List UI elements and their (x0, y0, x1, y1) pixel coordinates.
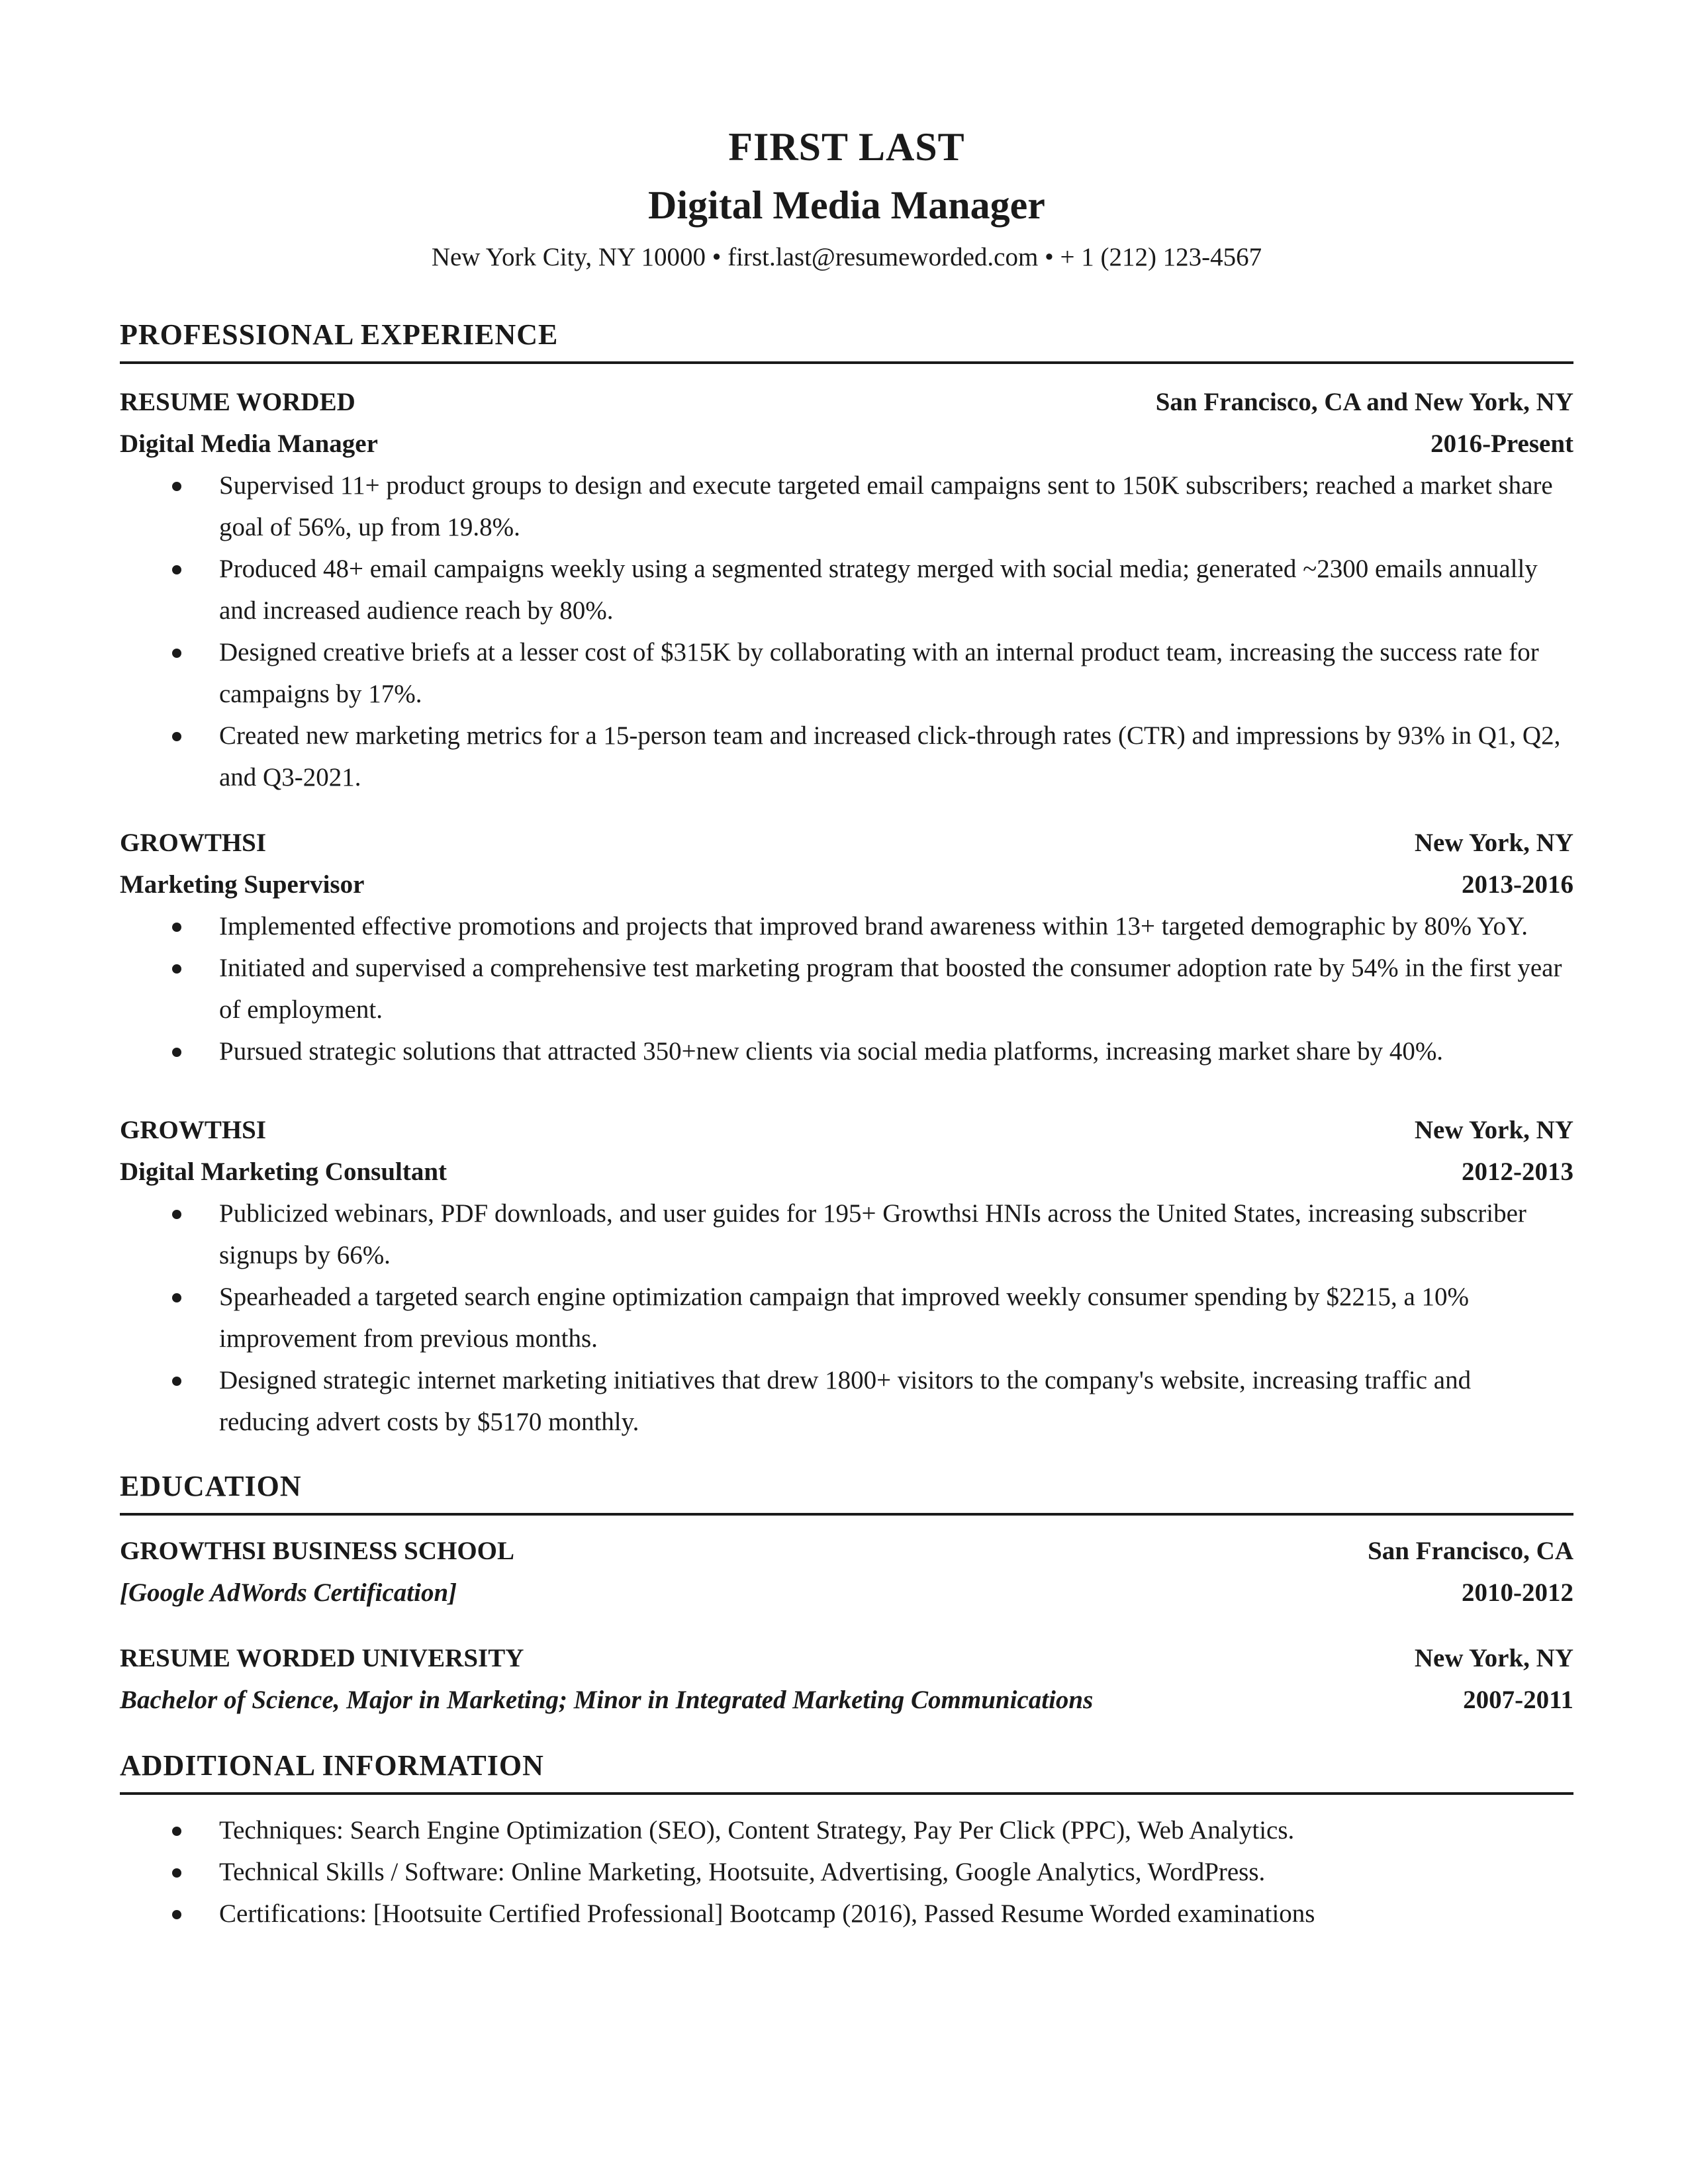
job-location: San Francisco, CA and New York, NY (1155, 388, 1573, 416)
job-position: Marketing Supervisor (120, 870, 365, 899)
school-dates: 2007-2011 (1463, 1686, 1573, 1714)
job-bullets (120, 465, 1573, 798)
section-title-additional: ADDITIONAL INFORMATION (120, 1749, 544, 1782)
job-entry (120, 822, 1573, 1072)
job-position: Digital Media Manager (120, 430, 378, 458)
job-subheader (120, 864, 1573, 905)
job-subheader (120, 423, 1573, 465)
section-title-experience: PROFESSIONAL EXPERIENCE (120, 318, 559, 351)
job-header (120, 822, 1573, 864)
bullet-item: Supervised 11+ product groups to design and execute targeted email campaigns sent to 150K subscribers; reached a market share goal of 56%, up from 19.8%. (120, 465, 1573, 548)
school-name: RESUME WORDED UNIVERSITY (120, 1644, 524, 1672)
job-position: Digital Marketing Consultant (120, 1158, 447, 1186)
school-location: San Francisco, CA (1368, 1537, 1573, 1565)
resume-page (120, 0, 1573, 1934)
section-divider (120, 1513, 1573, 1516)
job-header (120, 381, 1573, 423)
bullet-item: Publicized webinars, PDF downloads, and user guides for 195+ Growthsi HNIs across the United States, increasing subscriber signups by 66%. (120, 1193, 1573, 1276)
candidate-role: Digital Media Manager (648, 183, 1045, 227)
bullet-item: Technical Skills / Software: Online Marketing, Hootsuite, Advertising, Google Analytics, WordPress. (120, 1851, 1573, 1893)
job-subheader (120, 1151, 1573, 1193)
school-location: New York, NY (1414, 1644, 1573, 1672)
company-name: GROWTHSI (120, 1116, 267, 1144)
job-header (120, 1109, 1573, 1151)
education-entry (120, 1530, 1573, 1614)
section-divider (120, 1792, 1573, 1795)
job-entry (120, 381, 1573, 798)
bullet-item: Implemented effective promotions and projects that improved brand awareness within 13+ targeted demographic by 80% YoY. (120, 905, 1573, 947)
job-location: New York, NY (1414, 1116, 1573, 1144)
candidate-name: FIRST LAST (728, 125, 965, 169)
section-divider (120, 361, 1573, 364)
job-location: New York, NY (1414, 829, 1573, 857)
additional-bullets (120, 1809, 1573, 1934)
company-name: RESUME WORDED (120, 388, 355, 416)
bullet-item: Techniques: Search Engine Optimization (SEO), Content Strategy, Pay Per Click (PPC), Web Analytics. (120, 1809, 1573, 1851)
experience-section (120, 316, 1573, 1443)
education-section (120, 1468, 1573, 1721)
bullet-item: Designed creative briefs at a lesser cost of $315K by collaborating with an internal product team, increasing the success rate for campaigns by 17%. (120, 631, 1573, 715)
school-header (120, 1530, 1573, 1572)
bullet-item: Pursued strategic solutions that attracted 350+new clients via social media platforms, increasing market share by 40%. (120, 1030, 1573, 1072)
company-name: GROWTHSI (120, 829, 267, 857)
school-header (120, 1637, 1573, 1679)
job-dates: 2013-2016 (1462, 870, 1573, 899)
additional-section (120, 1747, 1573, 1934)
job-dates: 2012-2013 (1462, 1158, 1573, 1186)
resume-header (120, 123, 1573, 274)
school-name: GROWTHSI BUSINESS SCHOOL (120, 1537, 515, 1565)
bullet-item: Certifications: [Hootsuite Certified Professional] Bootcamp (2016), Passed Resume Worded examinations (120, 1893, 1573, 1934)
job-entry (120, 1109, 1573, 1443)
contact-line: New York City, NY 10000 • first.last@resumeworded.com • + 1 (212) 123-4567 (431, 243, 1262, 271)
bullet-item: Created new marketing metrics for a 15-person team and increased click-through rates (CTR) and impressions by 93% in Q1, Q2, and Q3-2021. (120, 715, 1573, 798)
school-degree: [Google AdWords Certification] (120, 1578, 457, 1607)
education-entry (120, 1637, 1573, 1721)
bullet-item: Designed strategic internet marketing initiatives that drew 1800+ visitors to the company's website, increasing traffic and reducing advert costs by $5170 monthly. (120, 1359, 1573, 1443)
job-dates: 2016-Present (1430, 430, 1573, 458)
school-subheader (120, 1572, 1573, 1614)
school-dates: 2010-2012 (1462, 1578, 1573, 1607)
job-bullets (120, 1193, 1573, 1443)
bullet-item: Spearheaded a targeted search engine optimization campaign that improved weekly consumer spending by $2215, a 10% improvement from previous months. (120, 1276, 1573, 1359)
section-title-education: EDUCATION (120, 1470, 302, 1502)
bullet-item: Produced 48+ email campaigns weekly using a segmented strategy merged with social media; generated ~2300 emails annually and increased audience reach by 80%. (120, 548, 1573, 631)
school-degree: Bachelor of Science, Major in Marketing; Minor in Integrated Marketing Communications (120, 1686, 1094, 1714)
bullet-item: Initiated and supervised a comprehensive test marketing program that boosted the consumer adoption rate by 54% in the first year of employment. (120, 947, 1573, 1030)
school-subheader (120, 1679, 1573, 1721)
job-bullets (120, 905, 1573, 1072)
